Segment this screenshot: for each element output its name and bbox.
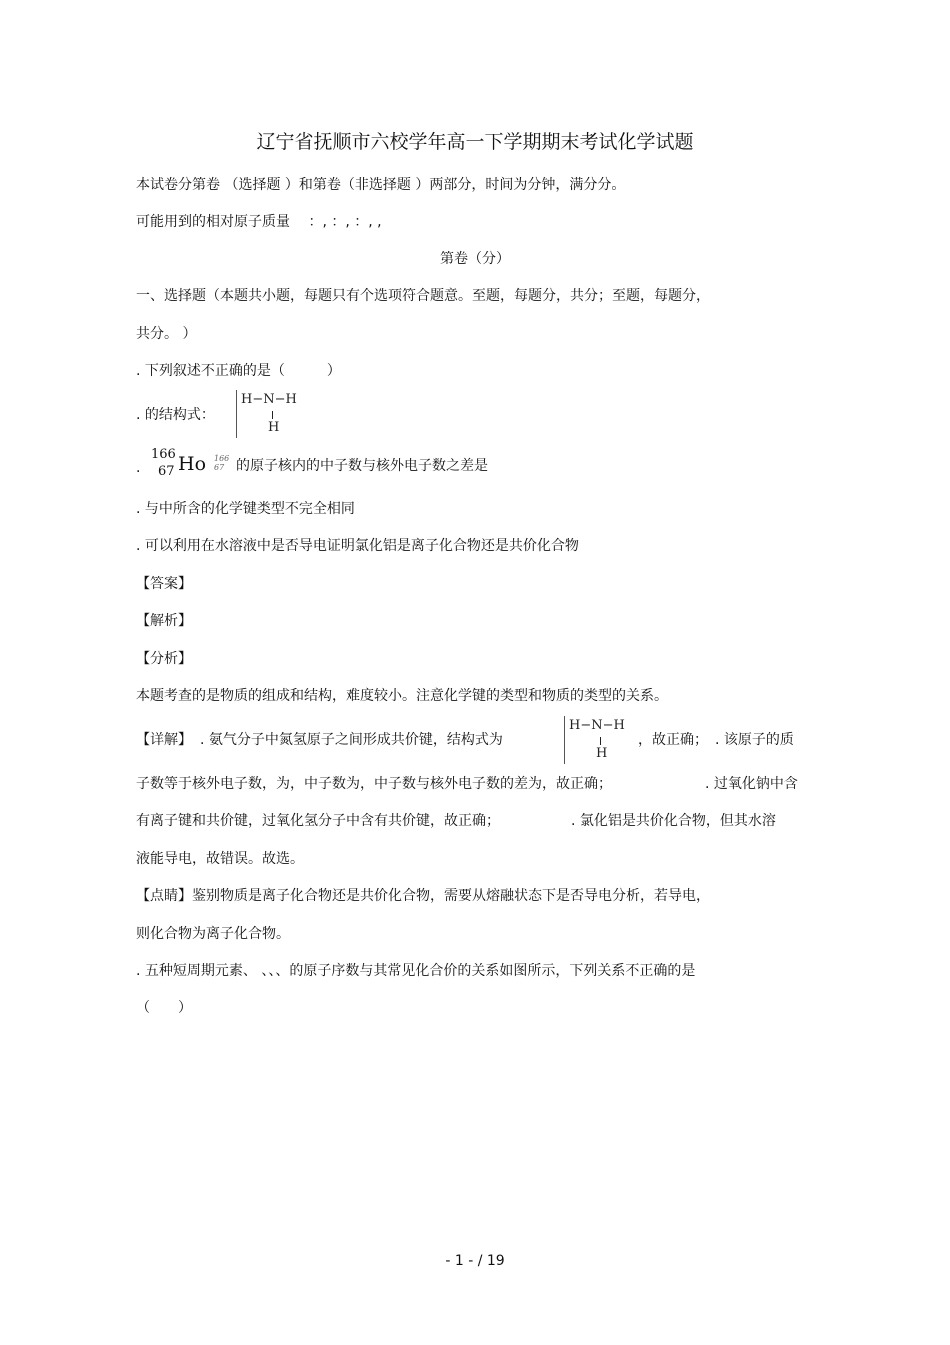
nh3-bond-line-detail (600, 737, 601, 745)
detail-line2-b: . 过氧化钠中含 (705, 776, 798, 792)
atomic-mass-line: 可能用到的相对原子质量 ：, ：, ：, , (136, 214, 382, 230)
detail-label: 【详解】 (136, 732, 192, 748)
holmium-isotope-small: 166 67 (214, 454, 230, 472)
analysis-label: 【解析】 (136, 613, 192, 629)
question-1-option-d: . 可以利用在水溶液中是否导电证明氯化铝是离子化合物还是共价化合物 (136, 538, 579, 554)
nh3-bottom-h-detail: H (596, 746, 608, 761)
nh3-bond-line (272, 411, 273, 419)
section-instructions-line2: 共分。 ） (136, 326, 197, 342)
section-instructions-line1: 一、选择题（本题共小题，每题只有个选项符合题意。至题，每题分，共分；至题，每题分， (136, 288, 710, 304)
isotope-atomic-number: 67 (158, 464, 175, 479)
nh3-bottom-h: H (268, 420, 280, 435)
nh3-structure-formula-detail (564, 716, 637, 764)
fenxi-label: 【分析】 (136, 651, 192, 667)
page-number: - 1 - / 19 (445, 1253, 505, 1269)
document-title: 辽宁省抚顺市六校学年高一下学期期末考试化学试题 (256, 131, 694, 153)
detail-part2: ，故正确； . 该原子的质 (638, 732, 794, 748)
question-1-option-b-marker: . (136, 460, 141, 476)
detail-line3-b: . 氯化铝是共价化合物，但其水溶 (571, 813, 776, 829)
question-1-option-b-text: 的原子核内的中子数与核外电子数之差是 (236, 458, 488, 474)
detail-part1: . 氨气分子中氮氢原子之间形成共价键，结构式为 (200, 732, 503, 748)
question-1-stem: . 下列叙述不正确的是（ ） (136, 363, 341, 379)
point-line2: 则化合物为离子化合物。 (136, 926, 290, 942)
isotope-element-symbol: Ho (178, 453, 207, 475)
nh3-structure-formula (236, 390, 309, 438)
question-1-option-a: . 的结构式： (136, 407, 215, 423)
intro-line: 本试卷分第卷 （选择题 ）和第卷（非选择题 ）两部分，时间为分钟，满分分。 (136, 177, 626, 193)
nh3-top-row: H−N−H (241, 392, 297, 407)
detail-line3-a: 有离子键和共价键，过氧化氢分子中含有共价键，故正确； (136, 813, 500, 829)
question-2-paren: （ ） (136, 1000, 192, 1016)
detail-line2-a: 子数等于核外电子数，为，中子数为，中子数与核外电子数的差为，故正确； (136, 776, 612, 792)
question-2-stem: . 五种短周期元素、 、、、的原子序数与其常见化合价的关系如图所示，下列关系不正确的是 (136, 963, 696, 979)
point-label: 【点睛】 (136, 888, 192, 904)
detail-line4: 液能导电，故错误。故选。 (136, 851, 304, 867)
part-heading: 第卷（分） (440, 251, 510, 267)
fenxi-text: 本题考查的是物质的组成和结构，难度较小。注意化学键的类型和物质的类型的关系。 (136, 688, 668, 704)
point-text: 鉴别物质是离子化合物还是共价化合物，需要从熔融状态下是否导电分析，若导电， (192, 888, 710, 904)
holmium-isotope-notation (151, 448, 211, 482)
nh3-top-row-detail: H−N−H (569, 718, 625, 733)
isotope-mass-number: 166 (151, 447, 176, 462)
answer-label: 【答案】 (136, 576, 192, 592)
question-1-option-c: . 与中所含的化学键类型不完全相同 (136, 501, 355, 517)
